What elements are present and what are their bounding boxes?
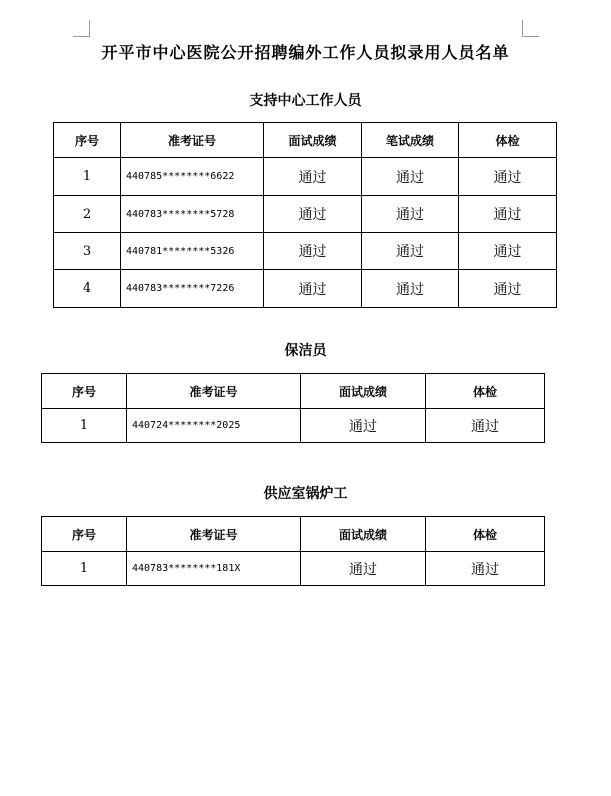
- cell-physical-exam: 通过: [426, 409, 545, 443]
- column-header-physical-exam: 体检: [459, 123, 557, 158]
- cell-physical-exam: 通过: [459, 233, 557, 270]
- cell-index: 4: [54, 270, 121, 308]
- column-header-physical-exam: 体检: [426, 517, 545, 552]
- table-row: [54, 196, 557, 233]
- column-header-written-result: 笔试成绩: [362, 123, 459, 158]
- cell-exam-number: 440783********181X: [127, 552, 301, 586]
- cell-exam-number: 440724********2025: [127, 409, 301, 443]
- table-header-row: [42, 517, 545, 552]
- table-row: [42, 552, 545, 586]
- cell-index: 1: [54, 158, 121, 196]
- cell-index: 2: [54, 196, 121, 233]
- cell-interview-result: 通过: [264, 196, 362, 233]
- cell-interview-result: 通过: [264, 158, 362, 196]
- boiler-worker-table: [41, 516, 545, 586]
- section-title-cleaner: 保洁员: [284, 343, 327, 359]
- page-corner-mark-top-right: [522, 20, 539, 37]
- column-header-exam-number: 准考证号: [127, 374, 301, 409]
- column-header-exam-number: 准考证号: [127, 517, 301, 552]
- column-header-index: 序号: [42, 517, 127, 552]
- column-header-exam-number: 准考证号: [121, 123, 264, 158]
- cell-written-result: 通过: [362, 270, 459, 308]
- column-header-interview-result: 面试成绩: [301, 517, 426, 552]
- cell-index: 3: [54, 233, 121, 270]
- cell-interview-result: 通过: [264, 270, 362, 308]
- table-header-row: [54, 123, 557, 158]
- cell-index: 1: [42, 409, 127, 443]
- cell-physical-exam: 通过: [459, 196, 557, 233]
- section-title-boiler-worker: 供应室锅炉工: [263, 486, 348, 502]
- column-header-physical-exam: 体检: [426, 374, 545, 409]
- cell-exam-number: 440783********7226: [121, 270, 264, 308]
- cell-physical-exam: 通过: [426, 552, 545, 586]
- table-header-row: [42, 374, 545, 409]
- column-header-interview-result: 面试成绩: [264, 123, 362, 158]
- cell-physical-exam: 通过: [459, 158, 557, 196]
- cell-exam-number: 440781********5326: [121, 233, 264, 270]
- table-row: [54, 233, 557, 270]
- section-title-support-staff: 支持中心工作人员: [249, 93, 362, 109]
- cell-interview-result: 通过: [264, 233, 362, 270]
- table-row: [42, 409, 545, 443]
- table-row: [54, 158, 557, 196]
- cell-exam-number: 440783********5728: [121, 196, 264, 233]
- cell-written-result: 通过: [362, 158, 459, 196]
- cell-physical-exam: 通过: [459, 270, 557, 308]
- support-staff-table: [53, 122, 557, 308]
- cell-written-result: 通过: [362, 196, 459, 233]
- cell-interview-result: 通过: [301, 409, 426, 443]
- page-corner-mark-top-left: [73, 20, 90, 37]
- table-row: [54, 270, 557, 308]
- cell-exam-number: 440785********6622: [121, 158, 264, 196]
- column-header-index: 序号: [42, 374, 127, 409]
- cell-index: 1: [42, 552, 127, 586]
- document-title: 开平市中心医院公开招聘编外工作人员拟录用人员名单: [101, 43, 510, 62]
- cell-interview-result: 通过: [301, 552, 426, 586]
- column-header-interview-result: 面试成绩: [301, 374, 426, 409]
- column-header-index: 序号: [54, 123, 121, 158]
- cleaner-table: [41, 373, 545, 443]
- cell-written-result: 通过: [362, 233, 459, 270]
